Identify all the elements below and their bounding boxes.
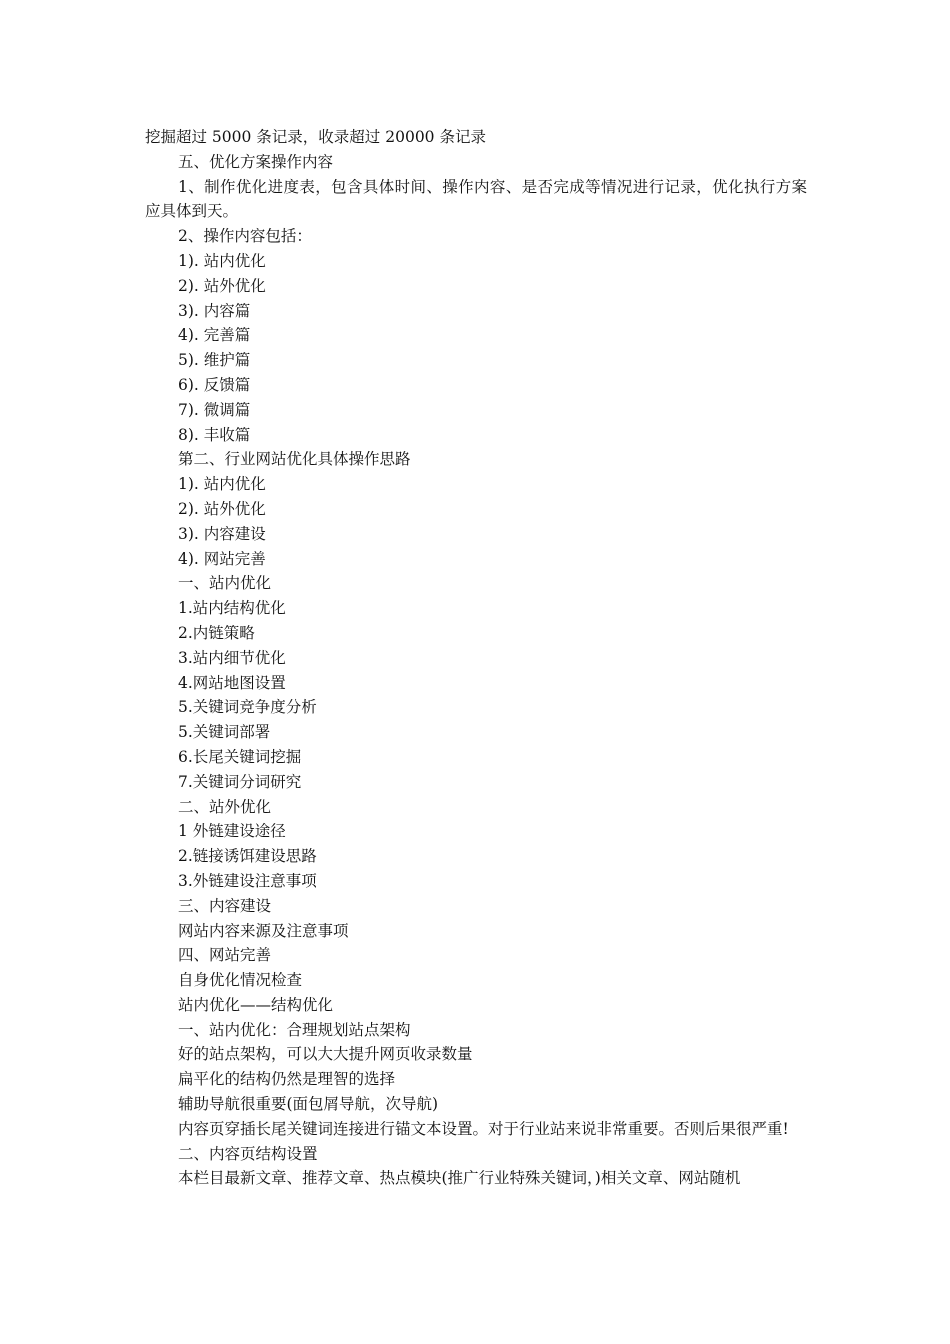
list-item: 5.关键词部署 <box>178 723 271 742</box>
list-item: 3.外链建设注意事项 <box>178 871 317 890</box>
subsection-heading: 站内优化——结构优化 <box>178 995 334 1014</box>
list-item: 7.关键词分词研究 <box>178 772 302 791</box>
text-line: 自身优化情况检查 <box>178 971 303 990</box>
section-heading: 二、内容页结构设置 <box>178 1144 318 1163</box>
list-item: 1.站内结构优化 <box>178 599 286 618</box>
list-item: 1). 站内优化 <box>178 475 266 494</box>
text-line: 2、操作内容包括： <box>178 227 312 246</box>
section-heading: 二、站外优化 <box>178 797 272 816</box>
list-item: 6.长尾关键词挖掘 <box>178 747 302 766</box>
paragraph: 1、制作优化进度表，包含具体时间、操作内容、是否完成等情况进行记录，优化执行方案应具体到天。 <box>145 177 807 221</box>
paragraph: 内容页穿插长尾关键词连接进行锚文本设置。对于行业站来说非常重要。否则后果很严重! <box>178 1119 789 1138</box>
list-item: 6). 反馈篇 <box>178 375 251 394</box>
list-item: 3). 内容篇 <box>178 301 251 320</box>
section-heading: 五、优化方案操作内容 <box>178 152 334 171</box>
text-line: 网站内容来源及注意事项 <box>178 921 349 940</box>
text-line: 挖掘超过 5000 条记录，收录超过 20000 条记录 <box>145 128 486 146</box>
section-heading: 四、网站完善 <box>178 946 272 965</box>
list-item: 1). 站内优化 <box>178 251 266 270</box>
list-item: 5.关键词竞争度分析 <box>178 698 317 717</box>
list-item: 4). 完善篇 <box>178 326 251 345</box>
list-item: 3.站内细节优化 <box>178 648 286 667</box>
list-item: 4.网站地图设置 <box>178 673 286 692</box>
list-item: 7). 微调篇 <box>178 400 251 419</box>
text-line: 辅助导航很重要(面包屑导航，次导航) <box>178 1095 439 1114</box>
text-line: 扁平化的结构仍然是理智的选择 <box>178 1070 396 1089</box>
text-line: 本栏目最新文章、推荐文章、热点模块(推广行业特殊关键词，)相关文章、网站随机 <box>178 1169 741 1188</box>
list-item: 2.内链策略 <box>178 623 255 642</box>
list-item: 5). 维护篇 <box>178 351 251 370</box>
document-body <box>145 125 807 1191</box>
list-item: 3). 内容建设 <box>178 524 266 543</box>
text-line: 好的站点架构，可以大大提升网页收录数量 <box>178 1045 473 1064</box>
list-item: 2.链接诱饵建设思路 <box>178 847 317 866</box>
section-heading: 一、站内优化 <box>178 574 272 593</box>
list-item: 1 外链建设途径 <box>178 822 286 841</box>
list-item: 2). 站外优化 <box>178 499 266 518</box>
section-heading: 一、站内优化：合理规划站点架构 <box>178 1020 411 1039</box>
list-item: 4). 网站完善 <box>178 549 266 568</box>
section-heading: 第二、行业网站优化具体操作思路 <box>178 450 411 469</box>
section-heading: 三、内容建设 <box>178 896 272 915</box>
list-item: 2). 站外优化 <box>178 276 266 295</box>
list-item: 8). 丰收篇 <box>178 425 251 444</box>
